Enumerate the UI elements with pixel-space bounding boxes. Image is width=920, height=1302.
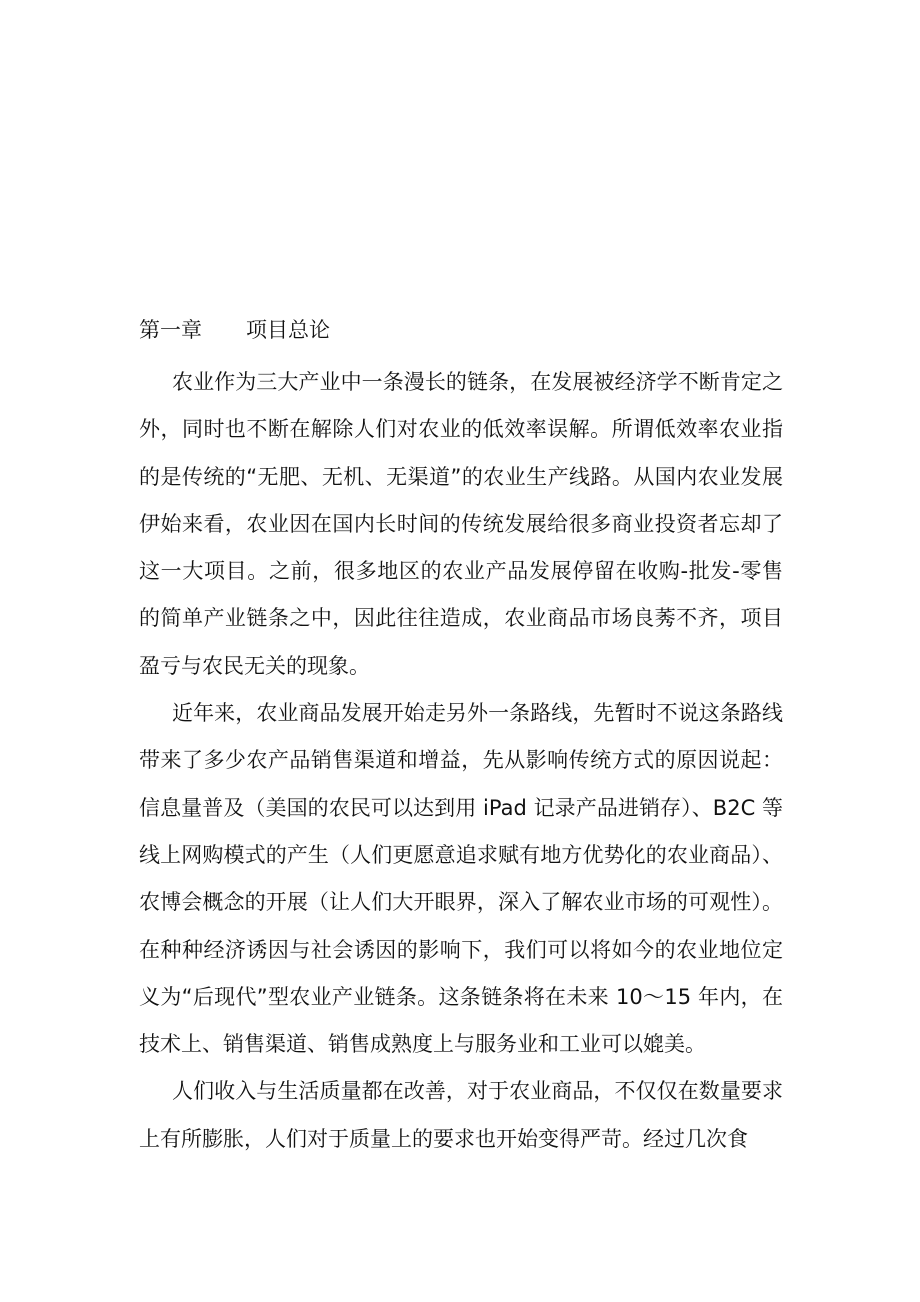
chapter-number: 第一章 bbox=[139, 318, 202, 342]
chapter-heading bbox=[139, 312, 783, 348]
document-body bbox=[139, 312, 783, 1163]
chapter-title: 项目总论 bbox=[246, 318, 330, 342]
paragraph-3: 人们收入与生活质量都在改善，对于农业商品，不仅仅在数量要求上有所膨胀，人们对于质量上的要求也开始变得严苛。经过几次食 bbox=[139, 1079, 783, 1151]
paragraph-1: 农业作为三大产业中一条漫长的链条，在发展被经济学不断肯定之外，同时也不断在解除人们对农业的低效率误解。所谓低效率农业指的是传统的“无肥、无机、无渠道”的农业生产线路。从国内农业发展伊始来看，农业因在国内长时间的传统发展给很多商业投资者忘却了这一大项目。之前，很多地区的农业产品发展停留在收购-批发-零售的简单产业链条之中，因此往往造成，农业商品市场良莠不齐，项目盈亏与农民无关的现象。 bbox=[139, 370, 783, 678]
paragraph-2: 近年来，农业商品发展开始走另外一条路线，先暂时不说这条路线带来了多少农产品销售渠道和增益，先从影响传统方式的原因说起：信息量普及（美国的农民可以达到用 iPad 记录产品进销存）、B2C 等线上网购模式的产生（人们更愿意追求赋有地方优势化的农业商品）、农博会概念的开展（让人们大开眼界，深入了解农业市场的可观性）。在种种经济诱因与社会诱因的影响下，我们可以将如今的农业地位定义为“后现代”型农业产业链条。这条链条将在未来 10～15 年内，在技术上、销售渠道、销售成熟度上与服务业和工业可以媲美。 bbox=[139, 701, 783, 1057]
